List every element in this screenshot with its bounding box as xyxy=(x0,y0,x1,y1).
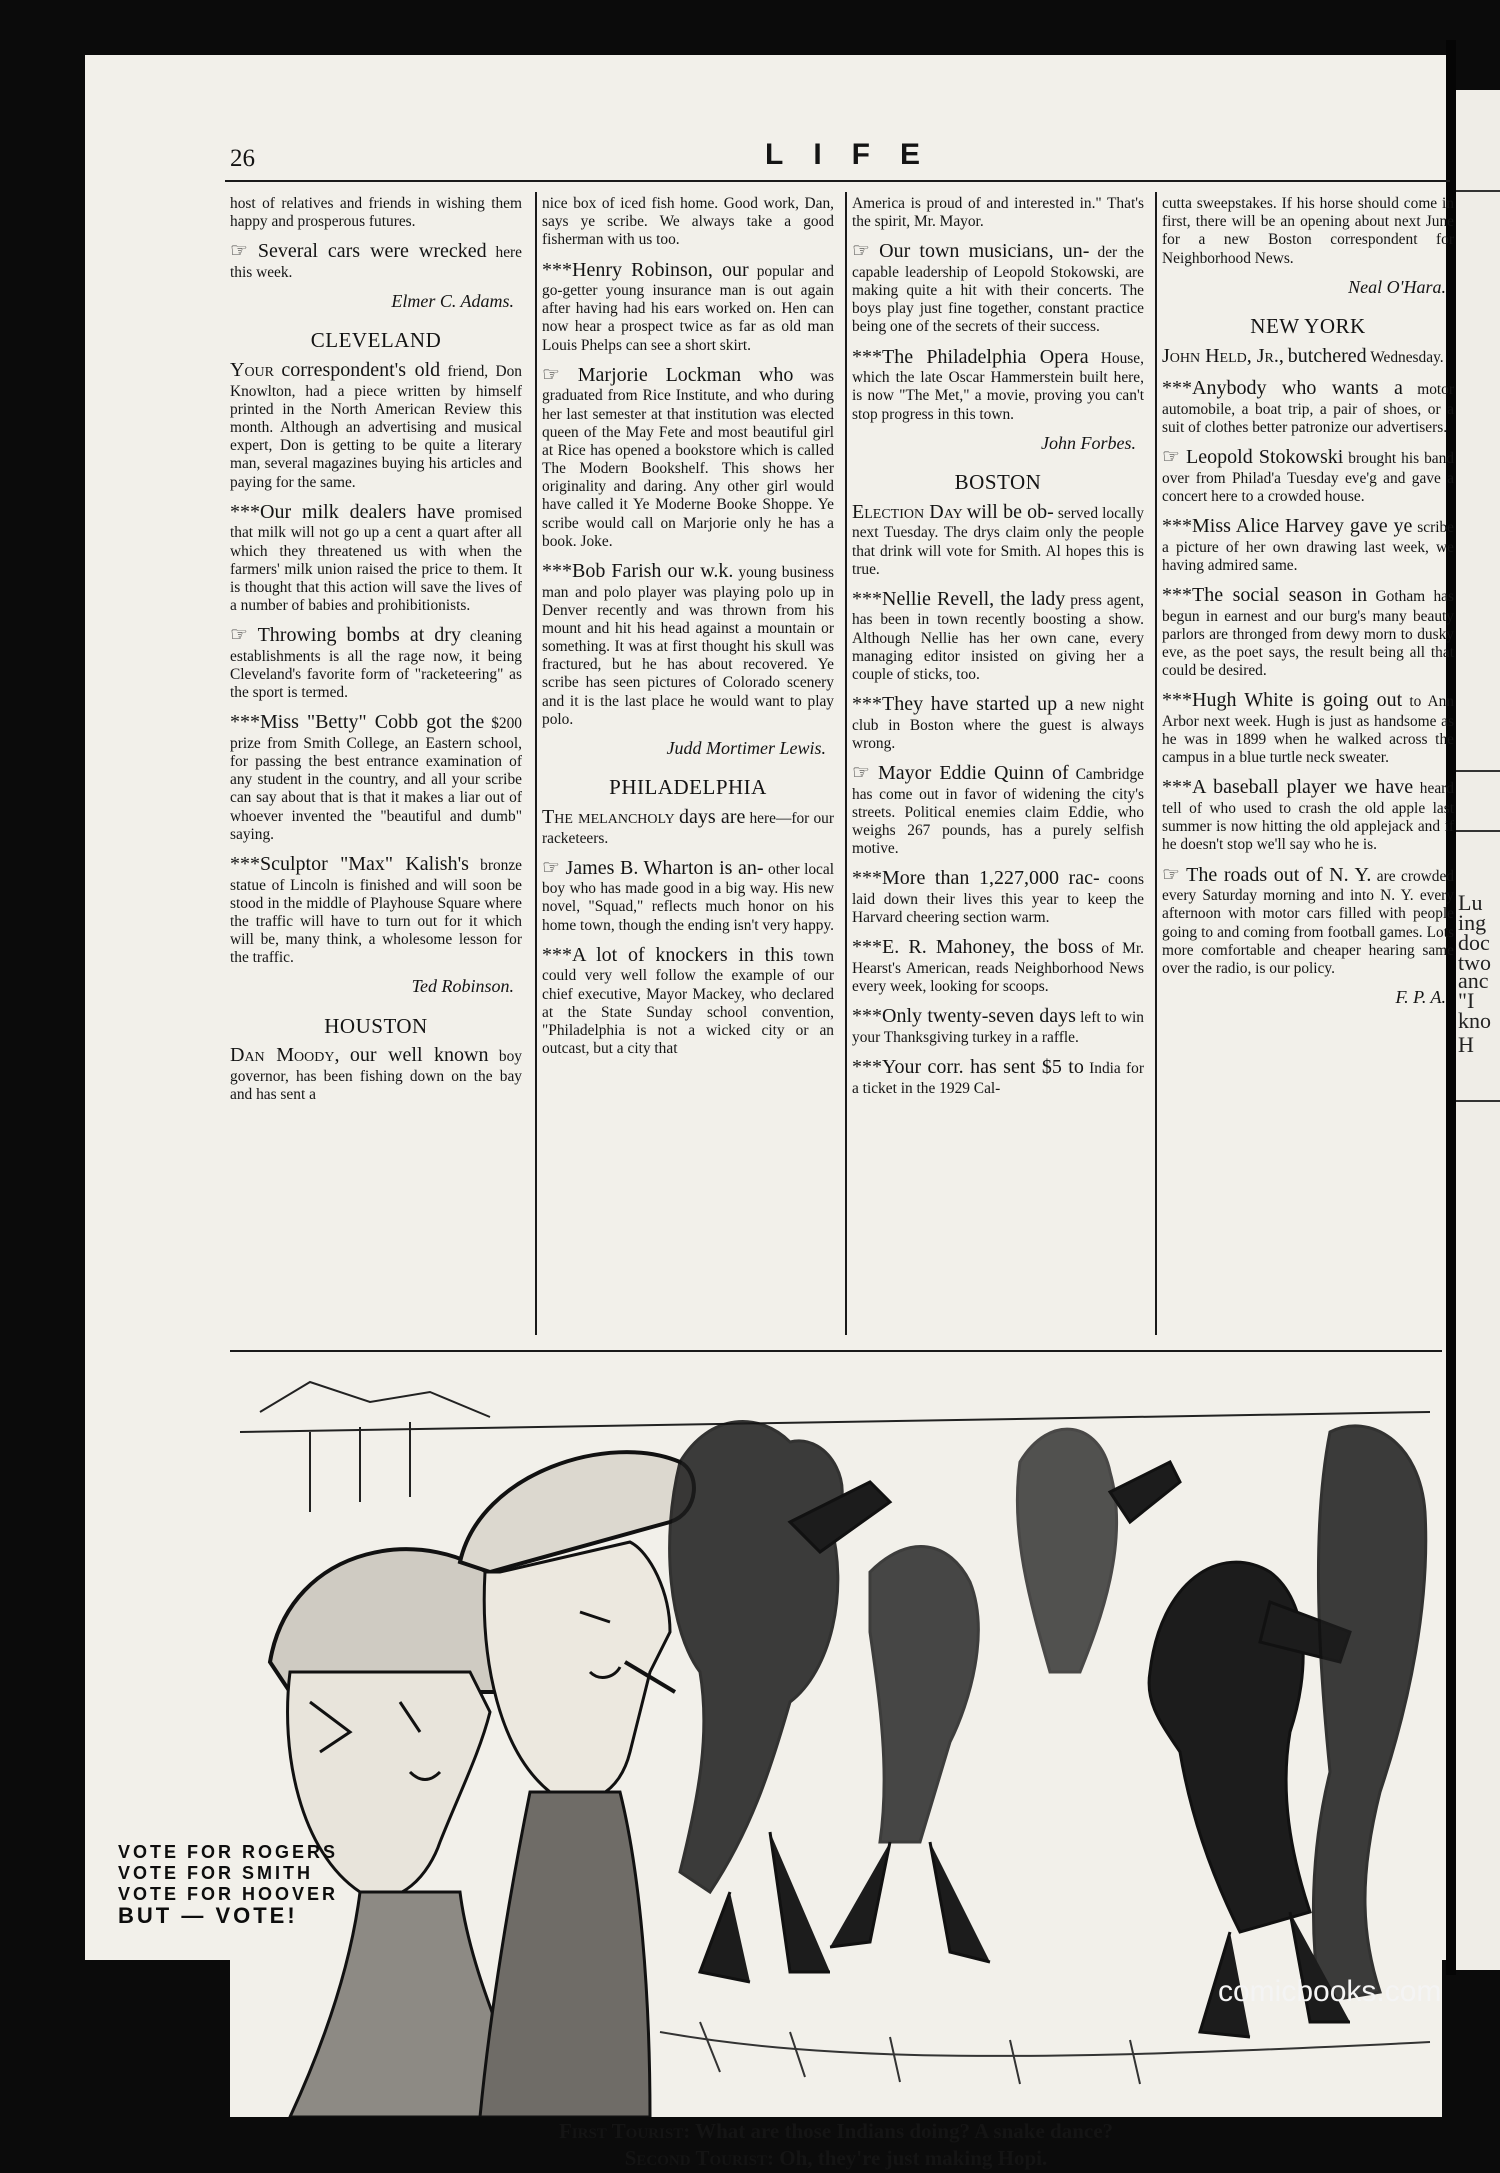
page-number: 26 xyxy=(230,145,255,172)
item-lead: ***They have started up a xyxy=(852,693,1074,716)
item-lead: ☞ James B. Wharton is an- xyxy=(542,856,764,879)
vote-notice xyxy=(118,1842,338,1926)
masthead: LIFE xyxy=(765,138,950,171)
item-lead: ***Miss "Betty" Cobb got the xyxy=(230,711,485,734)
item-text: der the capable leadership of Leopold Stokowski, are making quite a hit with their concerts. The boys play just fine together, constant practice being one of the secrets of their success. xyxy=(852,244,1144,336)
item-lead: ***Only twenty-seven days xyxy=(852,1005,1076,1028)
item-lead: ☞ Our town musicians, un- xyxy=(852,240,1090,263)
next-page-fragment: ing xyxy=(1458,910,1487,935)
news-item xyxy=(230,240,522,282)
item-text: served locally next Tuesday. The drys claim only the people that drink will vote for Smith. Al hopes this is true. xyxy=(852,504,1144,578)
item-text: scribe a picture of her own drawing last week, we having admired same. xyxy=(1162,519,1454,574)
item-text: young business man and polo player was playing polo up in Denver recently and was thrown from his mount and hit his head against a mountain or something. It was at first thought his skull was fractured, but he has about recovered. Ye scribe has seen pictures of Colorado scenery and it is the last place he would want to play polo. xyxy=(542,563,834,728)
byline: Ted Robinson. xyxy=(411,976,514,997)
news-item xyxy=(1162,345,1454,369)
news-item xyxy=(852,501,1144,579)
item-lead: ***Nellie Revell, the lady xyxy=(852,587,1066,610)
next-page-fragment: kno xyxy=(1458,1008,1491,1033)
news-item xyxy=(852,195,1144,231)
news-item xyxy=(852,346,1144,424)
next-page-fragment: H xyxy=(1458,1032,1474,1057)
item-lead: ☞ Marjorie Lockman who xyxy=(542,363,794,386)
news-item xyxy=(230,853,522,967)
item-lead: ☞ Leopold Stokowski xyxy=(1162,446,1344,469)
news-item xyxy=(1162,584,1454,680)
news-item xyxy=(852,762,1144,858)
item-lead: ***Your corr. has sent $5 to xyxy=(852,1055,1084,1078)
item-lead: our well known xyxy=(349,1044,489,1067)
next-page-fragment: Lu xyxy=(1458,890,1483,915)
item-lead-smallcaps: Dan Moody, xyxy=(230,1044,340,1067)
item-lead: ***The social season in xyxy=(1162,584,1368,607)
item-lead: days are xyxy=(678,805,746,828)
news-item xyxy=(852,240,1144,336)
column-rule xyxy=(845,192,847,1335)
item-lead-smallcaps: The melancholy xyxy=(542,805,675,828)
item-lead: ***Sculptor "Max" Kalish's xyxy=(230,852,469,875)
next-page-rule xyxy=(1456,190,1500,192)
section-heading: CLEVELAND xyxy=(310,328,442,353)
item-text: host of relatives and friends in wishing them happy and prosperous futures. xyxy=(230,195,522,231)
news-item xyxy=(852,693,1144,753)
column-3 xyxy=(852,195,1144,1340)
item-lead: ***The Philadelphia Opera xyxy=(852,345,1089,368)
news-item xyxy=(852,867,1144,927)
item-text: boy governor, has been fishing down on the bay and has sent a xyxy=(230,1048,522,1104)
next-page-rule xyxy=(1456,770,1500,772)
column-4 xyxy=(1162,195,1454,1340)
item-text: cleaning establishments is all the rage now, it being Cleveland's favorite form of "racketeering" as the sport is termed. xyxy=(230,628,522,702)
item-lead: ☞ Mayor Eddie Quinn of xyxy=(852,762,1069,785)
item-text: bronze statue of Lincoln is finished and will soon be stood in the middle of Playhouse Square where the traffic will have to turn out for it which will be, many think, a wholesome lesson for the traffic. xyxy=(230,856,522,967)
news-item xyxy=(1162,515,1454,575)
item-text: press agent, has been in town recently boosting a show. Although Nellie has her own cane, every managing editor insisted on giving her a couple of sticks, too. xyxy=(852,591,1144,683)
item-text: India for a ticket in the 1929 Cal- xyxy=(852,1059,1144,1097)
news-item xyxy=(542,560,834,729)
item-lead: ***E. R. Mahoney, the boss xyxy=(852,936,1094,959)
news-item xyxy=(1162,689,1454,767)
item-lead: butchered xyxy=(1287,344,1367,367)
watermark: comicbooks.com xyxy=(1218,1975,1442,2008)
next-page-fragment: doc xyxy=(1458,930,1490,955)
caption-line-2 xyxy=(230,2145,1442,2172)
news-item xyxy=(542,364,834,551)
item-lead: correspondent's old xyxy=(281,359,441,382)
cartoon-rule xyxy=(230,1350,1442,1352)
column-rule xyxy=(535,192,537,1335)
news-item xyxy=(852,1005,1144,1047)
vote-line: VOTE FOR ROGERS xyxy=(118,1842,339,1862)
item-lead: ***Anybody who wants a xyxy=(1162,377,1403,400)
item-lead: ***Our milk dealers have xyxy=(230,500,455,523)
caption-speaker-1: First Tourist: xyxy=(558,2119,691,2143)
item-lead: ***Bob Farish our w.k. xyxy=(542,559,734,582)
item-text: new night club in Boston where the guest is always wrong. xyxy=(852,697,1144,752)
item-text: heard tell of who used to crash the old apple last summer is now hitting the old applejack and if he doesn't stop we'll say who he is. xyxy=(1162,780,1454,854)
news-item xyxy=(230,1044,522,1104)
vote-line: VOTE FOR HOOVER xyxy=(118,1884,339,1904)
byline: John Forbes. xyxy=(1041,432,1136,453)
cartoon-caption xyxy=(230,2118,1442,2173)
item-lead: ***A baseball player we have xyxy=(1162,776,1414,799)
byline: F. P. A. xyxy=(1395,987,1446,1008)
news-item xyxy=(1162,864,1454,978)
item-text: town could very well follow the example of our chief executive, Mayor Mackey, who declared at the State Sunday school convention, "Philadelphia is not a wicked city or an outcast, but a city that xyxy=(542,947,834,1058)
column-1 xyxy=(230,195,522,1340)
next-page-fragment: two xyxy=(1458,950,1491,975)
news-item xyxy=(1162,776,1454,854)
item-text: coons laid down their lives this year to keep the Harvard cheering section warm. xyxy=(852,871,1144,927)
news-item xyxy=(1162,377,1454,437)
item-text: motor automobile, a boat trip, a pair of shoes, or a suit of clothes better patronize our advertisers. xyxy=(1162,381,1454,437)
item-text: brought his band over from Philad'a Tuesday eve'g and gave a concert here to a crowded house. xyxy=(1162,450,1454,505)
item-lead: ***A lot of knockers in this xyxy=(542,943,794,966)
byline: Elmer C. Adams. xyxy=(391,291,514,312)
item-text: $200 prize from Smith College, an Eastern school, for passing the best entrance examination of any student in the country, and all your scribe can say about that is that it makes a liar out of whoever invented the "beautiful and dumb" saying. xyxy=(230,715,522,843)
next-page-fragment: "I xyxy=(1458,988,1475,1013)
next-page-rule xyxy=(1456,1100,1500,1102)
item-text: here this week. xyxy=(230,244,522,281)
news-item xyxy=(852,1056,1144,1098)
item-text: left to win your Thanksgiving turkey in a raffle. xyxy=(852,1009,1144,1046)
item-text: promised that milk will not go up a cent a quart after all which they threatened us with when the farmers' milk union raised the price to them. It is thought that this action will save the lives of a number of babies and prohibitionists. xyxy=(230,504,522,615)
vote-line: VOTE FOR SMITH xyxy=(118,1863,313,1883)
item-lead: ***More than 1,227,000 rac- xyxy=(852,867,1100,890)
item-lead: ☞ Throwing bombs at dry xyxy=(230,624,461,647)
item-lead-smallcaps: Your xyxy=(230,359,275,382)
item-lead-smallcaps: John Held, Jr., xyxy=(1162,344,1284,367)
news-item xyxy=(852,588,1144,684)
section-heading: PHILADELPHIA xyxy=(609,775,767,800)
item-text: America is proud of and interested in." That's the spirit, Mr. Mayor. xyxy=(852,195,1144,231)
item-text: Wednesday. xyxy=(1370,348,1444,366)
news-item xyxy=(542,195,834,250)
item-text: other local boy who has made good in a big way. His new novel, "Squad," reflects much honor on his home town, though the ending isn't very happy. xyxy=(542,860,834,934)
item-lead: ☞ Several cars were wrecked xyxy=(230,240,487,263)
item-text: here—for our racketeers. xyxy=(542,809,834,847)
next-page-fragment: anc xyxy=(1458,968,1489,993)
header-rule xyxy=(225,180,1450,182)
news-item xyxy=(542,857,834,935)
caption-text-2: Oh, they're just making Hopi. xyxy=(779,2146,1048,2171)
byline: Neal O'Hara. xyxy=(1348,276,1446,297)
next-page-rule xyxy=(1456,830,1500,832)
news-item xyxy=(230,711,522,844)
news-item xyxy=(230,195,522,231)
vote-line: BUT — VOTE! xyxy=(118,1903,298,1928)
news-item xyxy=(230,501,522,615)
caption-line-1 xyxy=(230,2118,1442,2145)
section-heading: BOSTON xyxy=(954,469,1042,494)
item-text: cutta sweepstakes. If his horse should come in first, there will be an opening about next June for a new Boston correspondent for Neighborhood News. xyxy=(1162,195,1454,267)
item-text: was graduated from Rice Institute, and who during her last semester at that institution was elected queen of the May Fete and most beautiful girl at Rice has opened a bookstore which is called The Modern Bookshelf. This shows her originality and daring. Any other girl would have called it Ye Moderne Booke Shoppe. Ye scribe would call on Marjorie only he has a book. Joke. xyxy=(542,367,834,550)
news-item xyxy=(542,944,834,1058)
item-text: nice box of iced fish home. Good work, Dan, says ye scribe. We always take a good fisherman with us too. xyxy=(542,195,834,249)
news-item xyxy=(1162,195,1454,268)
news-item xyxy=(230,359,522,492)
item-text: Cambridge has come out in favor of widening the city's streets. Political enemies claim Eddie, who weighs 267 pounds, has a purely selfish motive. xyxy=(852,766,1144,858)
caption-speaker-2: Second Tourist: xyxy=(624,2146,774,2171)
item-text: are crowded every Saturday morning and into N. Y. every afternoon with motor cars filled with people going to and coming from football games. Lots more comfortable and cheaper hearing same over the radio, is our policy. xyxy=(1162,867,1454,977)
item-text: friend, Don Knowlton, had a piece written by himself printed in the North American Review this month. Although an advertising and musical expert, Don is getting to be quite a literary man, several magazines buying his articles and paying for the same. xyxy=(230,363,522,491)
item-lead: ***Henry Robinson, our xyxy=(542,258,749,281)
byline: Judd Mortimer Lewis. xyxy=(666,737,826,758)
news-item xyxy=(852,936,1144,996)
item-lead-smallcaps: Election Day xyxy=(852,500,963,523)
news-item xyxy=(1162,446,1454,506)
column-2 xyxy=(542,195,834,1340)
news-item xyxy=(542,259,834,355)
news-item xyxy=(542,806,834,848)
item-text: Gotham has begun in earnest and our burg's many beauty parlors are thronged from dewy morn to dusky eve, as the poet says, the result being all that could be desired. xyxy=(1162,588,1454,680)
item-text: of Mr. Hearst's American, reads Neighborhood News every week, looking for scoops. xyxy=(852,940,1144,996)
section-heading: NEW YORK xyxy=(1250,313,1366,338)
adjacent-page-edge xyxy=(1456,90,1500,1970)
item-text: popular and go-getter young insurance man is out again after having had his ears worked on. Hen can now hear a prospect twice as far as old man Louis Phelps can see a short skirt. xyxy=(542,262,834,354)
item-lead: ***Hugh White is going out xyxy=(1162,689,1403,712)
item-text: to Ann Arbor next week. Hugh is just as handsome as he was in 1899 when he walked across the campus in a blue turtle neck sweater. xyxy=(1162,693,1454,767)
caption-text-1: What are those Indians doing? A snake dance? xyxy=(695,2119,1114,2143)
item-lead: will be ob- xyxy=(966,500,1054,523)
item-lead: ***Miss Alice Harvey gave ye xyxy=(1162,515,1413,538)
item-text: House, which the late Oscar Hammerstein built here, is now "The Met," a movie, proving you can't stop progress in this town. xyxy=(852,349,1144,423)
news-item xyxy=(230,624,522,702)
item-lead: ☞ The roads out of N. Y. xyxy=(1162,863,1372,886)
section-heading: HOUSTON xyxy=(324,1013,428,1038)
column-rule xyxy=(1155,192,1157,1335)
